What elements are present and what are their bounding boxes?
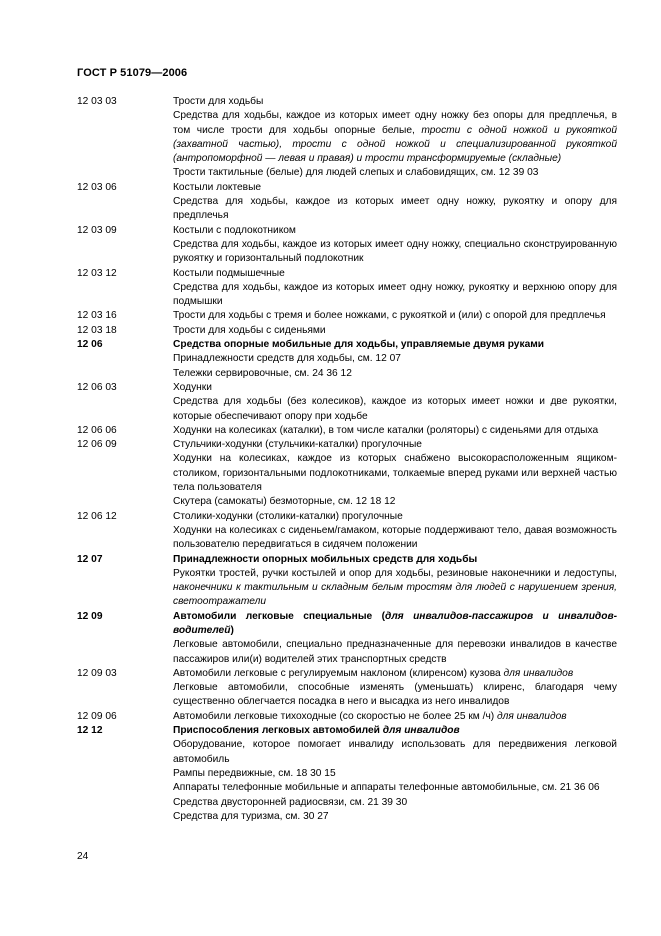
entry-code: 12 06 12 [77,510,117,522]
entry-paragraph [173,810,617,824]
entry-text: Принадлежности средств для ходьбы, см. 12 07 [173,353,401,365]
entry-body [173,324,617,338]
entry-text: Трости для ходьбы [173,96,264,107]
entry-body [173,610,617,667]
classification-entry [77,510,617,553]
entry-paragraph [173,195,617,224]
entry-paragraph [173,667,617,681]
entry-text: Средства опорные мобильные для ходьбы, управляемые двумя руками [173,339,545,351]
entry-text: Средства для ходьбы, каждое из которых имеет одну ножку, рукоятку и опору для предплечья [173,196,617,222]
entry-text: Костыли локтевые [173,181,262,193]
entry-text: Легковые автомобили, специально предназначенные для перевозки инвалидов в качестве пассажиров или(и) водителей этих транспортных средств [173,639,617,665]
entry-paragraph [173,567,617,610]
entry-text: Автомобили легковые специальные ( [173,610,386,622]
entry-paragraph [173,553,617,567]
entry-paragraph [173,681,617,710]
entry-body [173,724,617,824]
entry-code: 12 03 03 [77,96,117,107]
entry-paragraph [173,95,617,109]
entry-code: 12 06 03 [77,381,117,393]
entry-paragraph [173,452,617,495]
entry-body [173,267,617,310]
entry-text: Рукоятки тростей, ручки костылей и опор для ходьбы, резиновые наконечники и ледоступы, [173,567,617,579]
entry-text: Стульчики-ходунки (стульчики-каталки) прогулочные [173,439,422,451]
entry-paragraph [173,395,617,424]
entry-code: 12 09 [77,610,103,622]
entry-text: Рампы передвижные, см. 18 30 15 [173,767,336,779]
entry-body [173,553,617,610]
entry-paragraph [173,510,617,524]
entry-paragraph [173,281,617,310]
entry-paragraph [173,781,617,795]
entry-text: Костыли подмышечные [173,267,285,279]
entry-text: Столики-ходунки (столики-каталки) прогулочные [173,510,403,522]
entry-text: Средства двусторонней радиосвязи, см. 21 39 30 [173,796,408,808]
entry-code: 12 06 [77,339,103,351]
classification-list [77,95,617,824]
entry-paragraph [173,181,617,195]
entry-paragraph [173,438,617,452]
classification-entry [77,95,617,181]
entry-text: Тележки сервировочные, см. 24 36 12 [173,367,352,379]
entry-paragraph [173,524,617,553]
entry-text: Принадлежности опорных мобильных средств для ходьбы [173,553,478,565]
classification-entry [77,610,617,667]
classification-entry [77,438,617,509]
entry-paragraph [173,738,617,767]
entry-paragraph [173,710,617,724]
entry-text: Средства для ходьбы, каждое из которых имеет одну ножку без опоры для предплечья, в том числе трости для ходьбы опорные белые, [173,110,617,136]
entry-text: Оборудование, которое помогает инвалиду использовать для передвижения легковой автомобиль [173,739,617,765]
entry-code: 12 03 12 [77,267,117,279]
entry-paragraph [173,267,617,281]
classification-entry [77,324,617,338]
entry-text: Трости для ходьбы с сиденьями [173,324,326,336]
page-number: 24 [77,851,89,862]
classification-entry [77,724,617,824]
classification-entry [77,224,617,267]
entry-code: 12 06 09 [77,439,117,451]
classification-entry [77,267,617,310]
entry-text: Средства для ходьбы, каждое из которых имеет одну ножку, рукоятку и верхнюю опору для подмышки [173,281,617,308]
entry-body [173,309,617,323]
entry-text: для инвалидов [503,667,574,679]
entry-text: Средства для туризма, см. 30 27 [173,810,329,822]
entry-code: 12 03 06 [77,181,117,193]
entry-body [173,667,617,710]
entry-paragraph [173,610,617,639]
entry-paragraph [173,352,617,366]
entry-body [173,224,617,267]
entry-paragraph [173,724,617,738]
entry-code: 12 07 [77,553,103,565]
classification-entry [77,338,617,381]
entry-text: Средства для ходьбы (без колесиков), каждое из которых имеет ножки и две рукоятки, которые обеспечивают опору при ходьбе [173,396,617,422]
entry-text: Скутера (самокаты) безмоторные, см. 12 18 12 [173,496,396,508]
entry-paragraph [173,767,617,781]
entry-paragraph [173,238,617,267]
entry-paragraph [173,495,617,509]
entry-body [173,710,617,724]
entry-text: для инвалидов-пассажиров и инвалидов-водителей [173,610,617,636]
entry-body [173,510,617,553]
entry-body [173,181,617,224]
entry-body [173,381,617,424]
entry-text: Ходунки [173,381,212,393]
entry-paragraph [173,638,617,667]
entry-code: 12 03 16 [77,310,117,322]
entry-code: 12 03 18 [77,324,117,336]
entry-text: Средства для ходьбы, каждое из которых имеет одну ножку, специально сконструированную рукоятку и горизонтальный подлокотник [173,238,617,265]
classification-entry [77,553,617,610]
entry-text: наконечники к тактильным и складным белым тростям для людей с нарушением зрения, светоотражатели [173,582,617,608]
entry-paragraph [173,309,617,323]
entry-code: 12 09 06 [77,710,117,722]
entry-paragraph [173,324,617,338]
entry-paragraph [173,381,617,395]
entry-text: Приспособления легковых автомобилей [173,725,383,737]
entry-text: трости с одной ножкой и рукояткой (захватной частью), трости с одной ножкой и специализированной рукояткой (антропоморфной — левая и правая) и трости трансформируемые (складные) [173,124,617,165]
classification-entry [77,309,617,323]
entry-text: для инвалидов [496,710,567,722]
entry-text: Трости для ходьбы с тремя и более ножками, с рукояткой и (или) с опорой для предплечья [173,310,606,322]
entry-paragraph [173,367,617,381]
entry-text: Аппараты телефонные мобильные и аппараты телефонные автомобильные, см. 21 36 06 [173,782,600,794]
entry-text: Автомобили легковые тихоходные (со скоростью не более 25 км /ч) [173,710,497,722]
entry-body [173,424,617,438]
entry-text: Легковые автомобили, способные изменять (уменьшать) клиренс, благодаря чему существенно облегчается посадка в него и высадка из него инвалидов [173,682,617,708]
entry-text: ) [230,624,234,636]
entry-body [173,338,617,381]
entry-paragraph [173,424,617,438]
classification-entry [77,381,617,424]
entry-code: 12 06 06 [77,424,117,436]
entry-body [173,438,617,509]
entry-paragraph [173,166,617,180]
classification-entry [77,424,617,438]
document-header: ГОСТ Р 51079—2006 [77,67,188,79]
entry-text: Ходунки на колесиках с сиденьем/гамаком, которые поддерживают тело, давая возможность пользователю передвигаться в сидячем положении [173,524,617,551]
entry-paragraph [173,109,617,166]
entry-text: Трости тактильные (белые) для людей слепых и слабовидящих, см. 12 39 03 [173,167,539,179]
entry-text: Ходунки на колесиках, каждое из которых снабжено высокорасположенным ящиком-столиком, горизонтальными подлокотниками, толкаемые вперед руками или верхней частью тела пользователя [173,453,617,494]
entry-code: 12 09 03 [77,667,117,679]
entry-text: Автомобили легковые с регулируемым наклоном (клиренсом) кузова [173,667,504,679]
classification-entry [77,667,617,710]
entry-text: Ходунки на колесиках (каталки), в том числе каталки (роляторы) с сиденьями для отдыха [173,424,599,436]
entry-paragraph [173,338,617,352]
entry-code: 12 03 09 [77,224,117,236]
classification-entry [77,181,617,224]
classification-entry [77,710,617,724]
entry-text: Костыли с подлокотником [173,224,296,236]
entry-code: 12 12 [77,725,103,737]
entry-paragraph [173,796,617,810]
entry-body [173,95,617,181]
entry-paragraph [173,224,617,238]
entry-text: для инвалидов [382,725,460,737]
